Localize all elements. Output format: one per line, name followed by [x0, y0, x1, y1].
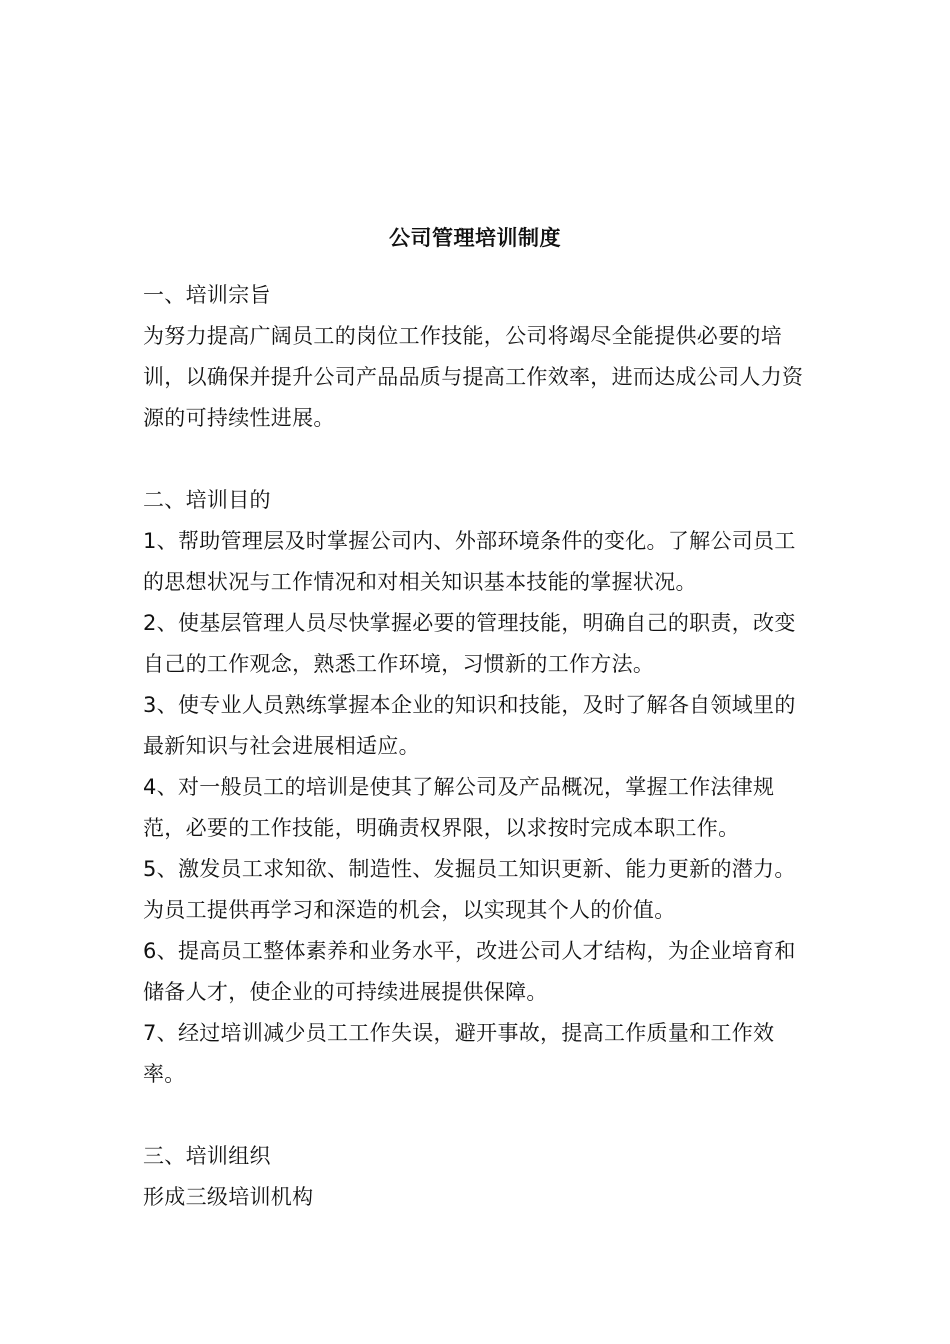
section-objectives	[143, 480, 808, 1095]
document-body	[143, 275, 808, 1218]
spacer	[143, 1095, 808, 1136]
list-item: 1、帮助管理层及时掌握公司内、外部环境条件的变化。了解公司员工的思想状况与工作情况和对相关知识基本技能的掌握状况。	[143, 529, 796, 594]
list-item: 2、使基层管理人员尽快掌握必要的管理技能，明确自己的职责，改变自己的工作观念，熟悉工作环境，习惯新的工作方法。	[143, 611, 796, 676]
section-heading: 一、培训宗旨	[143, 283, 271, 307]
list-item: 5、激发员工求知欲、制造性、发掘员工知识更新、能力更新的潜力。为员工提供再学习和深造的机会，以实现其个人的价值。	[143, 857, 796, 922]
spacer	[143, 439, 808, 480]
list-item: 6、提高员工整体素养和业务水平，改进公司人才结构，为企业培育和储备人才，使企业的可持续进展提供保障。	[143, 939, 796, 1004]
section-purpose	[143, 275, 808, 439]
list-item: 7、经过培训减少员工工作失误，避开事故，提高工作质量和工作效率。	[143, 1021, 775, 1086]
section-heading: 二、培训目的	[143, 488, 271, 512]
list-item: 3、使专业人员熟练掌握本企业的知识和技能，及时了解各自领域里的最新知识与社会进展相适应。	[143, 693, 796, 758]
section-heading: 三、培训组织	[143, 1144, 271, 1168]
paragraph: 为努力提高广阔员工的岗位工作技能，公司将竭尽全能提供必要的培训，以确保并提升公司产品品质与提高工作效率，进而达成公司人力资源的可持续性进展。	[143, 324, 804, 430]
list-item: 4、对一般员工的培训是使其了解公司及产品概况，掌握工作法律规范，必要的工作技能，明确责权界限，以求按时完成本职工作。	[143, 775, 775, 840]
document-title: 公司管理培训制度	[389, 226, 561, 251]
paragraph: 形成三级培训机构	[143, 1185, 314, 1209]
section-organization	[143, 1136, 808, 1218]
